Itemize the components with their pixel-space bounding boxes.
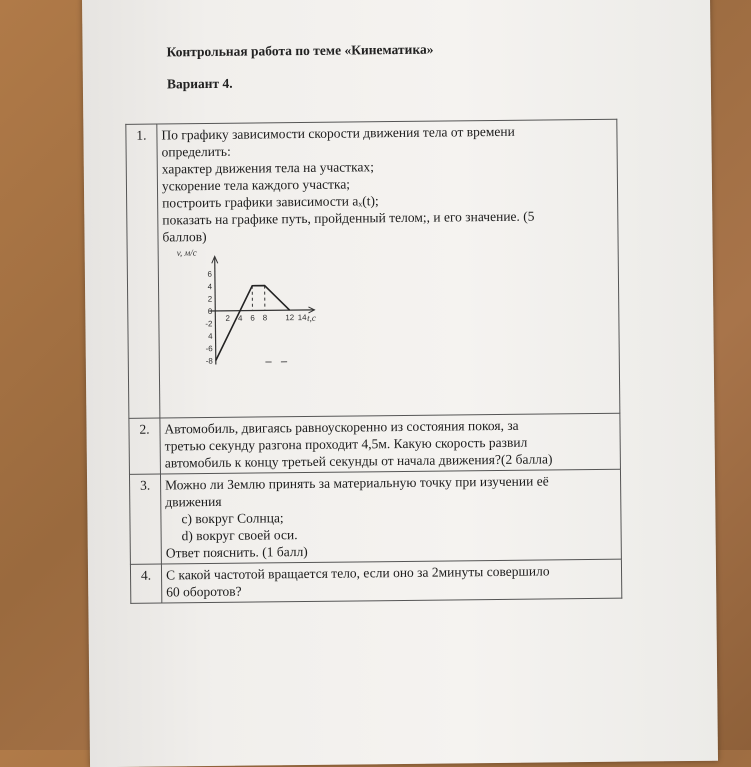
velocity-chart-container (163, 241, 616, 416)
task-line: 60 оборотов? (166, 579, 617, 601)
velocity-series-line (215, 285, 290, 360)
task-row-3 (129, 469, 621, 564)
task-row-1 (126, 119, 620, 418)
task-number: 4. (130, 564, 161, 603)
x-tick-label: 14 (298, 313, 308, 322)
task-content (157, 119, 620, 418)
velocity-time-chart (175, 247, 397, 399)
task-line: Автомобиль, двигаясь равноускоренно из состояния покоя, за (164, 416, 615, 438)
task-line: показать на графике путь, пройденный телом;, и его значение. (5 (162, 207, 613, 229)
x-tick-label: 8 (263, 313, 268, 322)
task-line: построить графики зависимости aₓ(t); (162, 190, 613, 212)
task-row-2 (129, 413, 621, 474)
task-option: d) вокруг своей оси. (166, 523, 617, 545)
task-content (160, 413, 621, 474)
task-number: 3. (129, 474, 161, 564)
x-axis-label: t,c (307, 313, 316, 323)
task-line: определить: (162, 139, 613, 161)
y-tick-label: 0 (208, 307, 213, 316)
task-number: 2. (129, 418, 161, 474)
paper-sheet (82, 0, 718, 767)
task-option: c) вокруг Солнца; (165, 506, 616, 528)
x-axis (209, 310, 314, 311)
y-axis-label: v, м/с (177, 248, 197, 258)
y-tick-label: 4 (208, 332, 213, 341)
y-tick-label: 6 (207, 270, 212, 279)
task-line: Можно ли Землю принять за материальную точку при изучении её (165, 472, 616, 494)
x-tick-label: 2 (225, 314, 230, 323)
task-number: 1. (126, 124, 160, 418)
task-line: С какой частотой вращается тело, если оно за 2минуты совершило (166, 562, 617, 584)
task-line: ускорение тела каждого участка; (162, 173, 613, 195)
y-tick-label: -2 (205, 319, 213, 328)
task-line: Ответ пояснить. (1 балл) (166, 540, 617, 562)
x-tick-label: 12 (285, 313, 295, 322)
task-line: По графику зависимости скорости движения тела от времени (161, 122, 612, 144)
y-tick-label: -8 (206, 357, 214, 366)
document-title: Контрольная работа по теме «Кинематика» (166, 42, 433, 61)
task-content (160, 469, 621, 564)
task-line: третью секунду разгона проходит 4,5м. Какую скорость развил (165, 433, 616, 455)
task-line: характер движения тела на участках; (162, 156, 613, 178)
y-tick-label: 4 (208, 282, 213, 291)
y-tick-label: 2 (208, 295, 213, 304)
x-tick-label: 4 (238, 314, 243, 323)
task-line: движения (165, 489, 616, 511)
task-row-4 (130, 559, 621, 603)
variant-label: Вариант 4. (167, 76, 233, 93)
task-content (161, 559, 621, 603)
task-line: баллов) (162, 224, 613, 246)
y-tick-label: -6 (206, 344, 214, 353)
x-tick-label: 6 (250, 314, 255, 323)
tasks-table (125, 119, 622, 604)
task-line: автомобиль к концу третьей секунды от начала движения?(2 балла) (165, 450, 616, 472)
